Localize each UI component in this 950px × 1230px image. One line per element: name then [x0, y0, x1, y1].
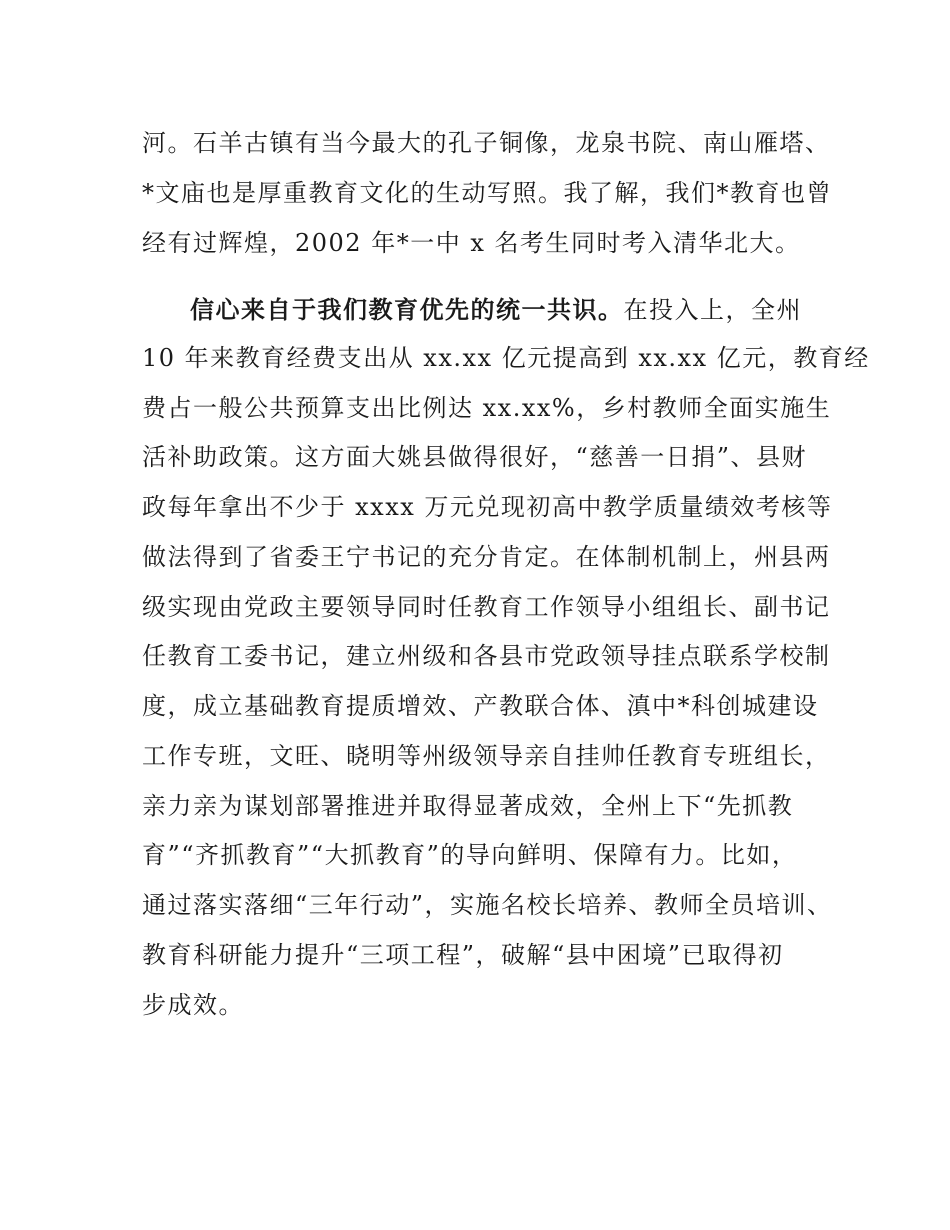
- paragraph-2-line: 教育科研能力提升“三项工程”，破解“县中困境”已取得初: [142, 941, 784, 969]
- paragraph-2-line: 度，成立基础教育提质增效、产教联合体、滇中*科创城建设: [142, 692, 819, 720]
- paragraph-2-line: 工作专班，文旺、晓明等州级领导亲自挂帅任教育专班组长，: [142, 742, 831, 770]
- paragraph-2-line: 育”“齐抓教育”“大抓教育”的导向鲜明、保障有力。比如，: [142, 841, 798, 869]
- paragraph-2-first-line: [190, 295, 890, 325]
- paragraph-2-line: 做法得到了省委王宁书记的充分肯定。在体制机制上，州县两: [142, 543, 831, 571]
- paragraph-2-heading: 信心来自于我们教育优先的统一共识。: [190, 296, 624, 324]
- paragraph-2-line: 步成效。: [142, 991, 244, 1019]
- paragraph-2-line: 亲力亲为谋划部署推进并取得显著成效，全州上下“先抓教: [142, 792, 794, 820]
- paragraph-2-line: 政每年拿出不少于 xxxx 万元兑现初高中教学质量绩效考核等: [142, 493, 833, 521]
- paragraph-1-line-3: 经有过辉煌，2002 年*一中 x 名考生同时考入清华北大。: [142, 229, 801, 257]
- paragraph-2-line: 任教育工委书记，建立州级和各县市党政领导挂点联系学校制: [142, 642, 831, 670]
- paragraph-2-line: 活补助政策。这方面大姚县做得很好，“慈善一日捐”、县财: [142, 443, 808, 471]
- paragraph-2-line: 费占一般公共预算支出比例达 xx.xx%，乡村教师全面实施生: [142, 394, 832, 422]
- paragraph-2-line: 级实现由党政主要领导同时任教育工作领导小组组长、副书记: [142, 593, 831, 621]
- paragraph-1-line-2: *文庙也是厚重教育文化的生动写照。我了解，我们*教育也曾: [142, 179, 832, 207]
- paragraph-2-line: 通过落实落细“三年行动”，实施名校长培养、教师全员培训、: [142, 891, 833, 919]
- paragraph-1-line-1: 河。石羊古镇有当今最大的孔子铜像，龙泉书院、南山雁塔、: [142, 129, 831, 157]
- paragraph-2-line: 10 年来教育经费支出从 xx.xx 亿元提高到 xx.xx 亿元，教育经: [142, 344, 870, 372]
- paragraph-2-first-line-rest: 在投入上，全州: [623, 296, 802, 324]
